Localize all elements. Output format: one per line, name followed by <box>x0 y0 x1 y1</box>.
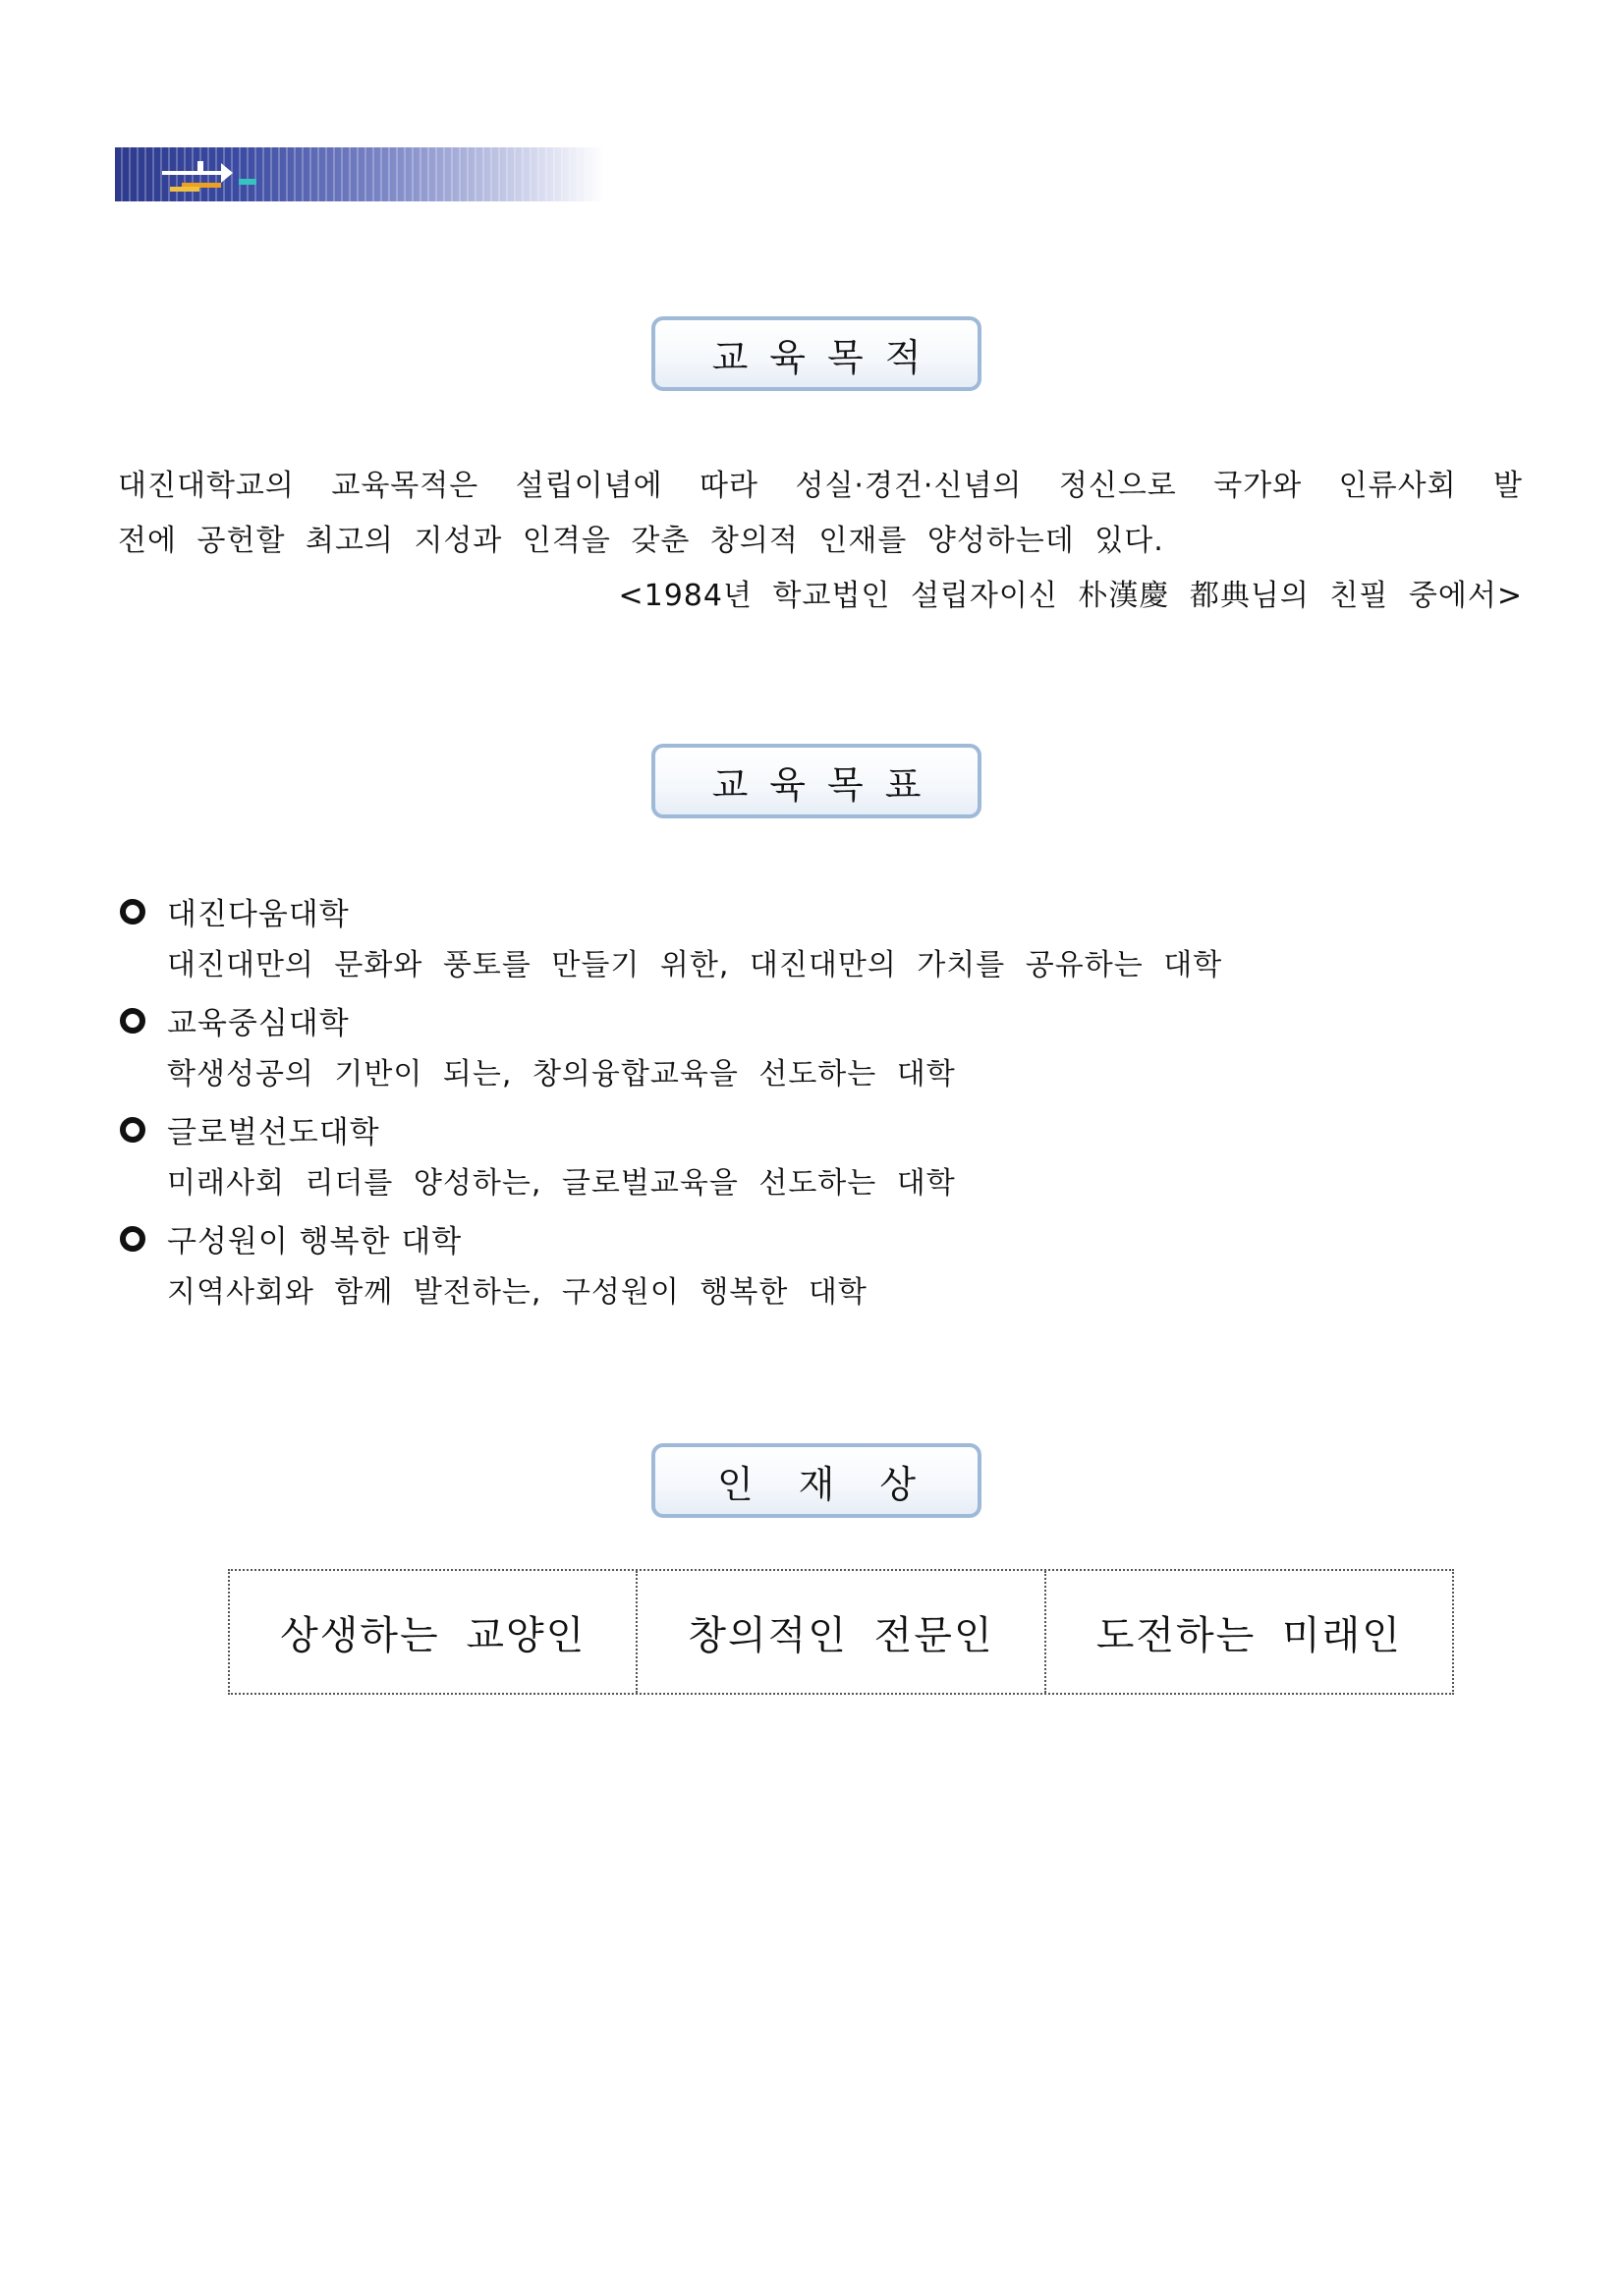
goal-heading: 구성원이 행복한 대학 <box>167 1224 463 1260</box>
purpose-title: 교육목적 <box>651 316 981 391</box>
goals-list <box>118 884 1493 1320</box>
talent-title: 인재상 <box>651 1443 981 1518</box>
goal-item-1 <box>118 884 1493 993</box>
goals-title: 교육목표 <box>651 744 981 818</box>
goal-heading: 글로벌선도대학 <box>167 1115 380 1150</box>
talent-cell-3: 도전하는 미래인 <box>1044 1571 1452 1693</box>
ring-bullet-icon <box>120 1226 145 1252</box>
ring-bullet-icon <box>120 1117 145 1143</box>
goal-item-3 <box>118 1102 1493 1211</box>
goal-description: 지역사회와 함께 발전하는, 구성원이 행복한 대학 <box>167 1275 868 1310</box>
purpose-source: <1984년 학교법인 설립자이신 朴漢慶 都典님의 친필 중에서> <box>618 579 1523 613</box>
airplane-banner-icon <box>162 157 280 196</box>
goal-description: 미래사회 리더를 양성하는, 글로벌교육을 선도하는 대학 <box>167 1166 956 1201</box>
talent-cell-2: 창의적인 전문인 <box>636 1571 1043 1693</box>
ring-bullet-icon <box>120 1008 145 1034</box>
goal-heading: 대진다움대학 <box>167 897 350 932</box>
talent-cell-1: 상생하는 교양인 <box>280 1612 587 1658</box>
goal-description: 대진대만의 문화와 풍토를 만들기 위한, 대진대만의 가치를 공유하는 대학 <box>167 948 1223 982</box>
talent-table <box>228 1569 1454 1695</box>
goal-heading: 교육중심대학 <box>167 1006 350 1041</box>
purpose-paragraph <box>118 459 1523 624</box>
purpose-line-2: 전에 공헌할 최고의 지성과 인격을 갖춘 창의적 인재를 양성하는데 있다. <box>118 524 1164 558</box>
header-banner <box>115 147 604 201</box>
goal-item-2 <box>118 993 1493 1102</box>
purpose-line-1: 대진대학교의 교육목적은 설립이념에 따라 성실·경건·신념의 정신으로 국가와 인류사회 발 <box>118 469 1523 503</box>
goal-item-4 <box>118 1211 1493 1320</box>
goal-description: 학생성공의 기반이 되는, 창의융합교육을 선도하는 대학 <box>167 1057 956 1092</box>
ring-bullet-icon <box>120 899 145 924</box>
